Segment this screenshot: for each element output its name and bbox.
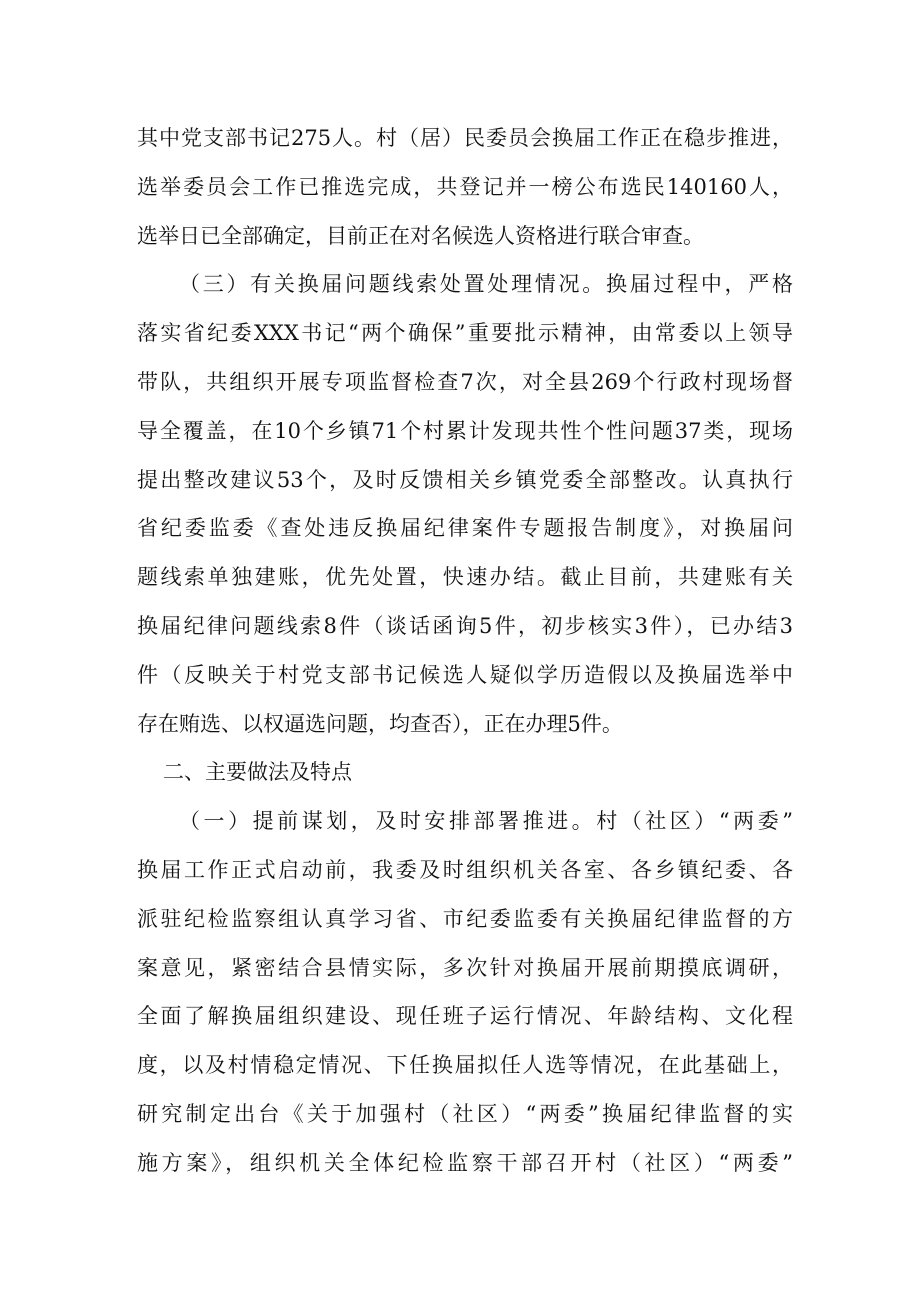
text-line: 派驻纪检监察组认真学习省、市纪委监委有关换届纪律监督的方 bbox=[137, 906, 793, 931]
section-three-first-line: （三）有关换届问题线索处置处理情况。换届过程中，严格 bbox=[179, 272, 793, 297]
text-line: 落实省纪委XXX书记“两个确保”重要批示精神，由常委以上领导 bbox=[137, 321, 793, 346]
text-line: 选举日已全部确定，目前正在对名候选人资格进行联合审查。 bbox=[137, 223, 704, 248]
text-line: 换届工作正式启动前，我委及时组织机关各室、各乡镇纪委、各 bbox=[137, 857, 793, 882]
text-line: 提出整改建议53个，及时反馈相关乡镇党委全部整改。认真执行 bbox=[137, 467, 793, 492]
text-line: 带队，共组织开展专项监督检查7次，对全县269个行政村现场督 bbox=[137, 369, 793, 394]
text-line: 全面了解换届组织建设、现任班子运行情况、年龄结构、文化程 bbox=[137, 1004, 793, 1029]
text-line: 其中党支部书记275人。村（居）民委员会换届工作正在稳步推进， bbox=[137, 126, 793, 150]
text-line: 施方案》，组织机关全体纪检监察干部召开村（社区）“两委” bbox=[137, 1150, 793, 1175]
text-line: 研究制定出台《关于加强村（社区）“两委”换届纪律监督的实 bbox=[137, 1101, 793, 1126]
text-line: 度，以及村情稳定情况、下任换届拟任人选等情况，在此基础上， bbox=[137, 1053, 793, 1078]
text-line: 件（反映关于村党支部书记候选人疑似学历造假以及换届选举中 bbox=[137, 662, 793, 687]
text-line: 题线索单独建账，优先处置，快速办结。截止目前，共建账有关 bbox=[137, 565, 793, 590]
document-body bbox=[137, 114, 793, 1188]
section-heading: 二、主要做法及特点 bbox=[163, 760, 352, 785]
text-line: 省纪委监委《查处违反换届纪律案件专题报告制度》，对换届问 bbox=[137, 516, 793, 541]
text-line: 导全覆盖，在10个乡镇71个村累计发现共性个性问题37类，现场 bbox=[137, 418, 793, 443]
text-line: 案意见，紧密结合县情实际，多次针对换届开展前期摸底调研， bbox=[137, 955, 793, 980]
text-line: 选举委员会工作已推选完成，共登记并一榜公布选民140160人， bbox=[137, 174, 793, 199]
text-line: 换届纪律问题线索8件（谈话函询5件，初步核实3件），已办结3 bbox=[137, 613, 793, 638]
subsection-one-first-line: （一）提前谋划，及时安排部署推进。村（社区）“两委” bbox=[179, 809, 793, 834]
text-line: 存在贿选、以权逼选问题，均查否），正在办理5件。 bbox=[137, 711, 623, 736]
